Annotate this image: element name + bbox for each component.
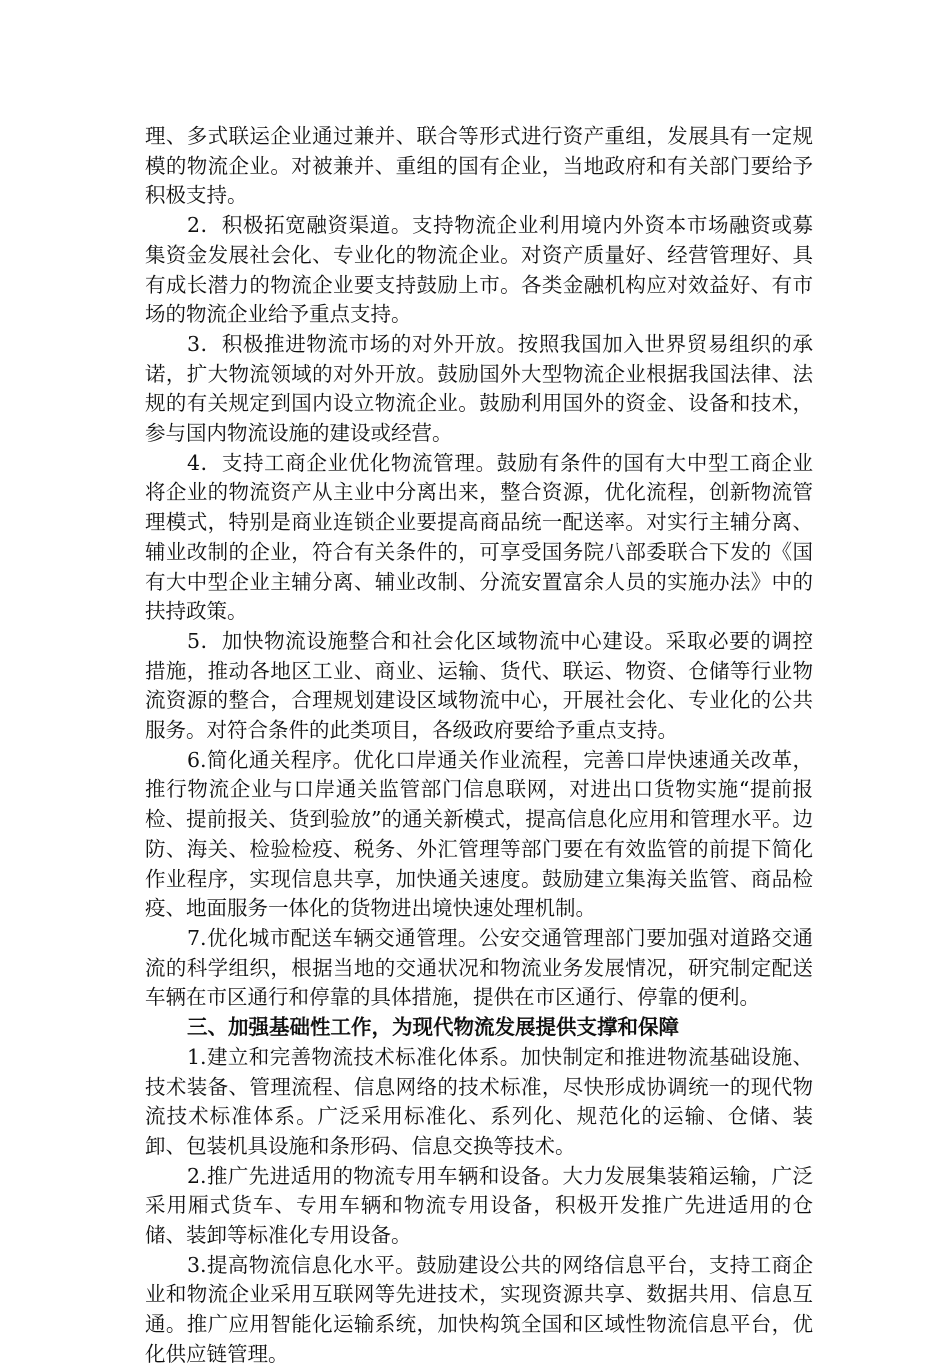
paragraph-item-6-customs: 6.简化通关程序。优化口岸通关作业流程，完善口岸快速通关改革，推行物流企业与口岸通关监管部门信息联网，对进出口货物实施“提前报检、提前报关、货到验放”的通关新模式，提高信息化应用和管理水平。边防、海关、检验检疫、税务、外汇管理等部门要在有效监管的前提下简化作业程序，实现信息共享，加快通关速度。鼓励建立集海关监管、商品检疫、地面服务一体化的货物进出境快速处理机制。 [145,747,813,921]
paragraph-item-5-regional-centers: 5．加快物流设施整合和社会化区域物流中心建设。采取必要的调控措施，推动各地区工业、商业、运输、货代、联运、物资、仓储等行业物流资源的整合，合理规划建设区域物流中心，开展社会化、专业化的公共服务。对符合条件的此类项目，各级政府要给予重点支持。 [145,628,813,743]
paragraph-continuation: 理、多式联运企业通过兼并、联合等形式进行资产重组，发展具有一定规模的物流企业。对被兼并、重组的国有企业，当地政府和有关部门要给予积极支持。 [145,124,813,208]
paragraph-item-2-financing: 2．积极拓宽融资渠道。支持物流企业利用境内外资本市场融资或募集资金发展社会化、专业化的物流企业。对资产质量好、经营管理好、具有成长潜力的物流企业要支持鼓励上市。各类金融机构应对效益好、有市场的物流企业给予重点支持。 [145,213,813,327]
section-heading-3: 三、加强基础性工作，为现代物流发展提供支撑和保障 [187,1015,679,1040]
paragraph-informatization: 3.提高物流信息化水平。鼓励建设公共的网络信息平台，支持工商企业和物流企业采用互联网等先进技术，实现资源共享、数据共用、信息互通。推广应用智能化运输系统，加快构筑全国和区域性物流信息平台，优化供应链管理。 [145,1252,813,1366]
paragraph-item-7-urban-delivery: 7.优化城市配送车辆交通管理。公安交通管理部门要加强对道路交通流的科学组织，根据当地的交通状况和物流业务发展情况，研究制定配送车辆在市区通行和停靠的具体措施，提供在市区通行、停靠的便利。 [145,925,813,1010]
paragraph-item-4-logistics-management: 4．支持工商企业优化物流管理。鼓励有条件的国有大中型工商企业将企业的物流资产从主业中分离出来，整合资源，优化流程，创新物流管理模式，特别是商业连锁企业要提高商品统一配送率。对实行主辅分离、辅业改制的企业，符合有关条件的，可享受国务院八部委联合下发的《国有大中型企业主辅分离、辅业改制、分流安置富余人员的实施办法》中的扶持政策。 [145,450,813,624]
paragraph-standards: 1.建立和完善物流技术标准化体系。加快制定和推进物流基础设施、技术装备、管理流程、信息网络的技术标准，尽快形成协调统一的现代物流技术标准体系。广泛采用标准化、系列化、规范化的运输、仓储、装卸、包装机具设施和条形码、信息交换等技术。 [145,1044,813,1158]
paragraph-vehicles-equipment: 2.推广先进适用的物流专用车辆和设备。大力发展集装箱运输，广泛采用厢式货车、专用车辆和物流专用设备，积极开发推广先进适用的仓储、装卸等标准化专用设备。 [145,1163,813,1248]
document-page [145,122,813,1370]
paragraph-item-3-opening: 3．积极推进物流市场的对外开放。按照我国加入世界贸易组织的承诺，扩大物流领域的对外开放。鼓励国外大型物流企业根据我国法律、法规的有关规定到国内设立物流企业。鼓励利用国外的资金、设备和技术，参与国内物流设施的建设或经营。 [145,331,813,446]
